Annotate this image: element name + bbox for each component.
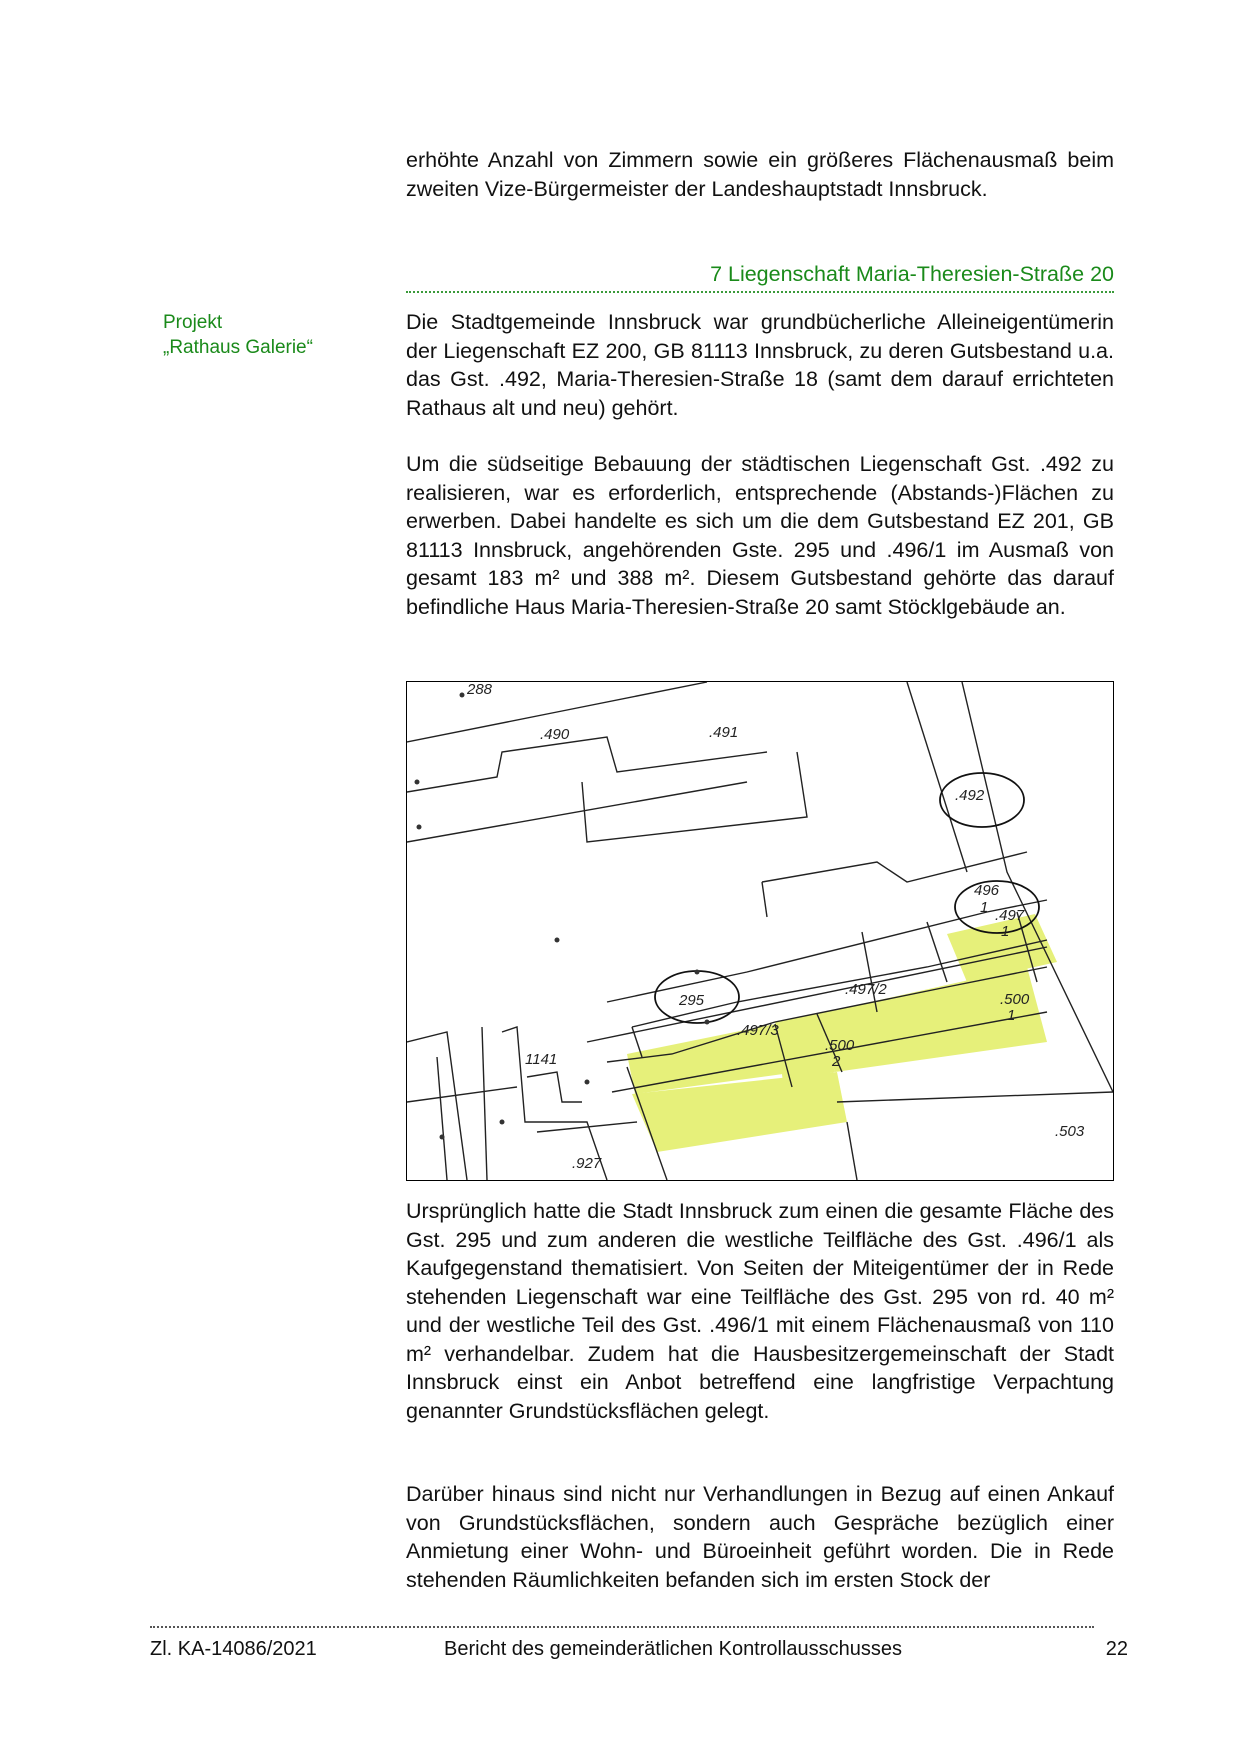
survey-point xyxy=(695,970,700,975)
cadastral-map xyxy=(406,681,1114,1181)
label-500-1: .500 xyxy=(1000,991,1030,1008)
label-497-1: .497 xyxy=(995,907,1025,924)
section-heading: 7 Liegenschaft Maria-Theresien-Straße 20 xyxy=(406,262,1114,293)
label-500-2-sub: 2 xyxy=(832,1053,841,1070)
page-number: 22 xyxy=(1105,1638,1128,1660)
paragraph-intro: erhöhte Anzahl von Zimmern sowie ein größeres Flächenausmaß beim zweiten Vize-Bürgermeister der Landeshauptstadt Innsbruck. xyxy=(406,148,1114,201)
footer-reference: Zl. KA-14086/2021 xyxy=(150,1638,317,1660)
label-492: .492 xyxy=(955,787,985,804)
survey-point xyxy=(705,1020,710,1025)
cadastral-map-svg xyxy=(407,682,1113,1180)
survey-point xyxy=(460,693,465,698)
margin-note-line2: „Rathaus Galerie“ xyxy=(163,337,313,358)
survey-point xyxy=(500,1120,505,1125)
paragraph-negotiation: Ursprünglich hatte die Stadt Innsbruck zum einen die gesamte Fläche des Gst. 295 und zum anderen die westliche Teilfläche des Gst. .496/1 als Kaufgegenstand thematisiert. Von Seiten der Miteigentümer der in Rede stehenden Liegenschaft war eine Teilfläche des Gst. 295 von rd. 40 m² und der westliche Teil des Gst. .496/1 mit einem Flächenausmaß von 110 m² verhandelbar. Zudem hat die Hausbesitzergemeinschaft der Stadt Innsbruck einst ein Anbot betreffend eine langfristige Verpachtung genannter Grundstücksflächen gelegt. xyxy=(406,1199,1114,1423)
label-1141: 1141 xyxy=(525,1051,558,1068)
margin-note xyxy=(163,310,363,360)
survey-point xyxy=(555,938,560,943)
survey-point xyxy=(440,1135,445,1140)
paragraph-ownership: Die Stadtgemeinde Innsbruck war grundbücherliche Alleineigentümerin der Liegenschaft EZ 200, GB 81113 Innsbruck, zu deren Gutsbestand u.a. das Gst. .492, Maria-Theresien-Straße 18 (samt dem darauf errichteten Rathaus alt und neu) gehört. xyxy=(406,310,1114,420)
highlighted-parcels xyxy=(627,914,1057,1152)
label-496: 496 xyxy=(974,882,1000,899)
label-288: 288 xyxy=(467,682,493,698)
label-497-3: .497/3 xyxy=(737,1022,779,1039)
label-497-1-sub: 1 xyxy=(1001,923,1010,940)
footer-divider xyxy=(150,1626,1094,1628)
margin-note-line1: Projekt xyxy=(163,312,223,333)
label-490: .490 xyxy=(540,726,570,743)
survey-point xyxy=(585,1080,590,1085)
label-496-sub: 1 xyxy=(980,899,989,916)
label-500-1-sub: 1 xyxy=(1007,1007,1016,1024)
label-295: 295 xyxy=(679,992,705,1009)
label-927: .927 xyxy=(572,1155,602,1172)
survey-point xyxy=(415,780,420,785)
paragraph-acquisition: Um die südseitige Bebauung der städtischen Liegenschaft Gst. .492 zu realisieren, war es erforderlich, entsprechende (Abstands-)Flächen zu erwerben. Dabei handelte es sich um die dem Gutsbestand EZ 201, GB 81113 Innsbruck, angehörenden Gste. 295 und .496/1 im Ausmaß von gesamt 183 m² und 388 m². Diesem Gutsbestand gehörte das darauf befindliche Haus Maria-Theresien-Straße 20 samt Stöcklgebäude an. xyxy=(406,452,1114,619)
label-491: .491 xyxy=(709,724,739,741)
paragraph-rental: Darüber hinaus sind nicht nur Verhandlungen in Bezug auf einen Ankauf von Grundstücksflächen, sondern auch Gespräche bezüglich einer Anmietung einer Wohn- und Büroeinheit geführt worden. Die in Rede stehenden Räumlichkeiten befanden sich im ersten Stock der xyxy=(406,1482,1114,1592)
footer-report-title: Bericht des gemeinderätlichen Kontrollausschusses xyxy=(444,1638,903,1660)
survey-point xyxy=(417,825,422,830)
label-503: .503 xyxy=(1055,1123,1085,1140)
label-497-2: .497/2 xyxy=(845,981,887,998)
label-500-2: .500 xyxy=(825,1037,855,1054)
